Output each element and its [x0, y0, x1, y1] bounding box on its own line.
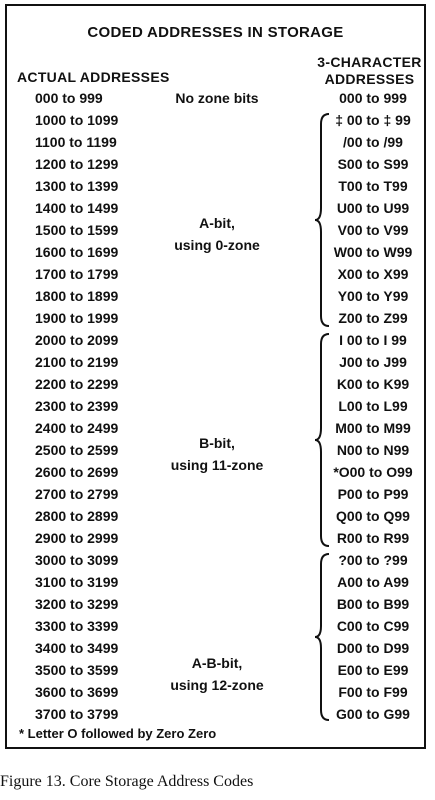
coded-address-cell: V00 to V99 — [337, 222, 409, 238]
table-row — [7, 266, 424, 286]
actual-address-cell: 000 to 999 — [35, 90, 103, 106]
actual-address-cell: 2500 to 2599 — [35, 442, 119, 458]
table-row — [7, 530, 424, 550]
coded-address-cell: I 00 to I 99 — [339, 332, 407, 348]
coded-address-cell: C00 to C99 — [336, 618, 410, 634]
coded-address-cell: X00 to X99 — [337, 266, 409, 282]
actual-address-cell: 3400 to 3499 — [35, 640, 119, 656]
coded-address-cell: N00 to N99 — [336, 442, 410, 458]
coded-address-cell: Q00 to Q99 — [336, 508, 410, 524]
zone-label: A-bit, — [199, 215, 235, 231]
actual-address-cell: 3500 to 3599 — [35, 662, 119, 678]
coded-address-cell: U00 to U99 — [336, 200, 410, 216]
table-row — [7, 156, 424, 176]
zone-sublabel: using 11-zone — [170, 457, 264, 473]
brace-ab-bit — [313, 552, 331, 722]
coded-address-cell: F00 to F99 — [338, 684, 408, 700]
table-row — [7, 90, 424, 110]
actual-address-cell: 3000 to 3099 — [35, 552, 119, 568]
actual-address-cell: 1100 to 1199 — [35, 134, 117, 150]
actual-address-cell: 3700 to 3799 — [35, 706, 119, 722]
coded-address-cell: M00 to M99 — [335, 420, 411, 436]
zone-cell: No zone bits — [175, 90, 259, 106]
actual-address-cell: 2900 to 2999 — [35, 530, 119, 546]
table-row — [7, 112, 424, 132]
brace-b-bit — [313, 332, 331, 548]
header-3-character-addresses — [317, 54, 422, 88]
table-row — [7, 552, 424, 572]
zone-sublabel: using 12-zone — [170, 677, 264, 693]
table-row — [7, 574, 424, 594]
coded-address-cell: L00 to L99 — [338, 398, 408, 414]
table-row — [7, 310, 424, 330]
table-row — [7, 332, 424, 352]
actual-address-cell: 1400 to 1499 — [35, 200, 119, 216]
table-row — [7, 288, 424, 308]
actual-address-cell: 1800 to 1899 — [35, 288, 119, 304]
actual-address-cell: 1300 to 1399 — [35, 178, 119, 194]
actual-address-cell: 2600 to 2699 — [35, 464, 119, 480]
zone-group-ab-bit — [157, 652, 277, 696]
actual-address-cell: 3300 to 3399 — [35, 618, 119, 634]
zone-sublabel: using 0-zone — [174, 237, 260, 253]
actual-address-cell: 2700 to 2799 — [35, 486, 119, 502]
coded-address-cell: E00 to E99 — [337, 662, 409, 678]
table-frame — [5, 4, 426, 749]
actual-address-cell: 1900 to 1999 — [35, 310, 119, 326]
zone-group-a-bit — [157, 212, 277, 256]
coded-address-cell: G00 to G99 — [336, 706, 410, 722]
header-3char-line1: 3-CHARACTER — [317, 54, 422, 70]
coded-address-cell: B00 to B99 — [336, 596, 410, 612]
coded-address-cell: ?00 to ?99 — [338, 552, 408, 568]
table-row — [7, 398, 424, 418]
coded-address-cell: Y00 to Y99 — [337, 288, 409, 304]
zone-label: B-bit, — [199, 435, 235, 451]
coded-address-cell: /00 to /99 — [343, 134, 403, 150]
footnote: * Letter O followed by Zero Zero — [19, 726, 217, 741]
table-row — [7, 354, 424, 374]
actual-address-cell: 2300 to 2399 — [35, 398, 119, 414]
coded-address-cell: R00 to R99 — [336, 530, 410, 546]
actual-address-cell: 2100 to 2199 — [35, 354, 119, 370]
brace-a-bit — [313, 112, 331, 328]
actual-address-cell: 1200 to 1299 — [35, 156, 119, 172]
actual-address-cell: 2200 to 2299 — [35, 376, 119, 392]
table-row — [7, 376, 424, 396]
actual-address-cell: 1000 to 1099 — [35, 112, 119, 128]
zone-group-b-bit — [157, 432, 277, 476]
table-row — [7, 596, 424, 616]
coded-address-cell: J00 to J99 — [339, 354, 407, 370]
actual-address-cell: 1600 to 1699 — [35, 244, 119, 260]
coded-address-cell: S00 to S99 — [337, 156, 409, 172]
coded-address-cell: 000 to 999 — [339, 90, 407, 106]
coded-address-cell: ‡ 00 to ‡ 99 — [335, 112, 411, 128]
coded-address-cell: T00 to T99 — [338, 178, 408, 194]
coded-address-cell: K00 to K99 — [336, 376, 410, 392]
coded-address-cell: A00 to A99 — [337, 574, 409, 590]
actual-address-cell: 3100 to 3199 — [35, 574, 119, 590]
zone-label: A-B-bit, — [191, 655, 243, 671]
table-row — [7, 178, 424, 198]
table-row — [7, 508, 424, 528]
actual-address-cell: 2800 to 2899 — [35, 508, 119, 524]
actual-address-cell: 3600 to 3699 — [35, 684, 119, 700]
coded-address-cell: W00 to W99 — [333, 244, 413, 260]
coded-address-cell: D00 to D99 — [336, 640, 410, 656]
table-row — [7, 706, 424, 726]
coded-address-cell: P00 to P99 — [337, 486, 409, 502]
coded-address-cell: *O00 to O99 — [333, 464, 413, 480]
coded-address-cell: Z00 to Z99 — [338, 310, 408, 326]
table-row — [7, 486, 424, 506]
actual-address-cell: 2000 to 2099 — [35, 332, 119, 348]
header-3char-line2: ADDRESSES — [324, 71, 415, 87]
actual-address-cell: 1500 to 1599 — [35, 222, 119, 238]
table-row — [7, 618, 424, 638]
actual-address-cell: 2400 to 2499 — [35, 420, 119, 436]
table-title: CODED ADDRESSES IN STORAGE — [87, 24, 344, 41]
figure-caption: Figure 13. Core Storage Address Codes — [0, 773, 254, 790]
header-actual-addresses: ACTUAL ADDRESSES — [17, 69, 170, 85]
table-row — [7, 134, 424, 154]
actual-address-cell: 3200 to 3299 — [35, 596, 119, 612]
actual-address-cell: 1700 to 1799 — [35, 266, 119, 282]
